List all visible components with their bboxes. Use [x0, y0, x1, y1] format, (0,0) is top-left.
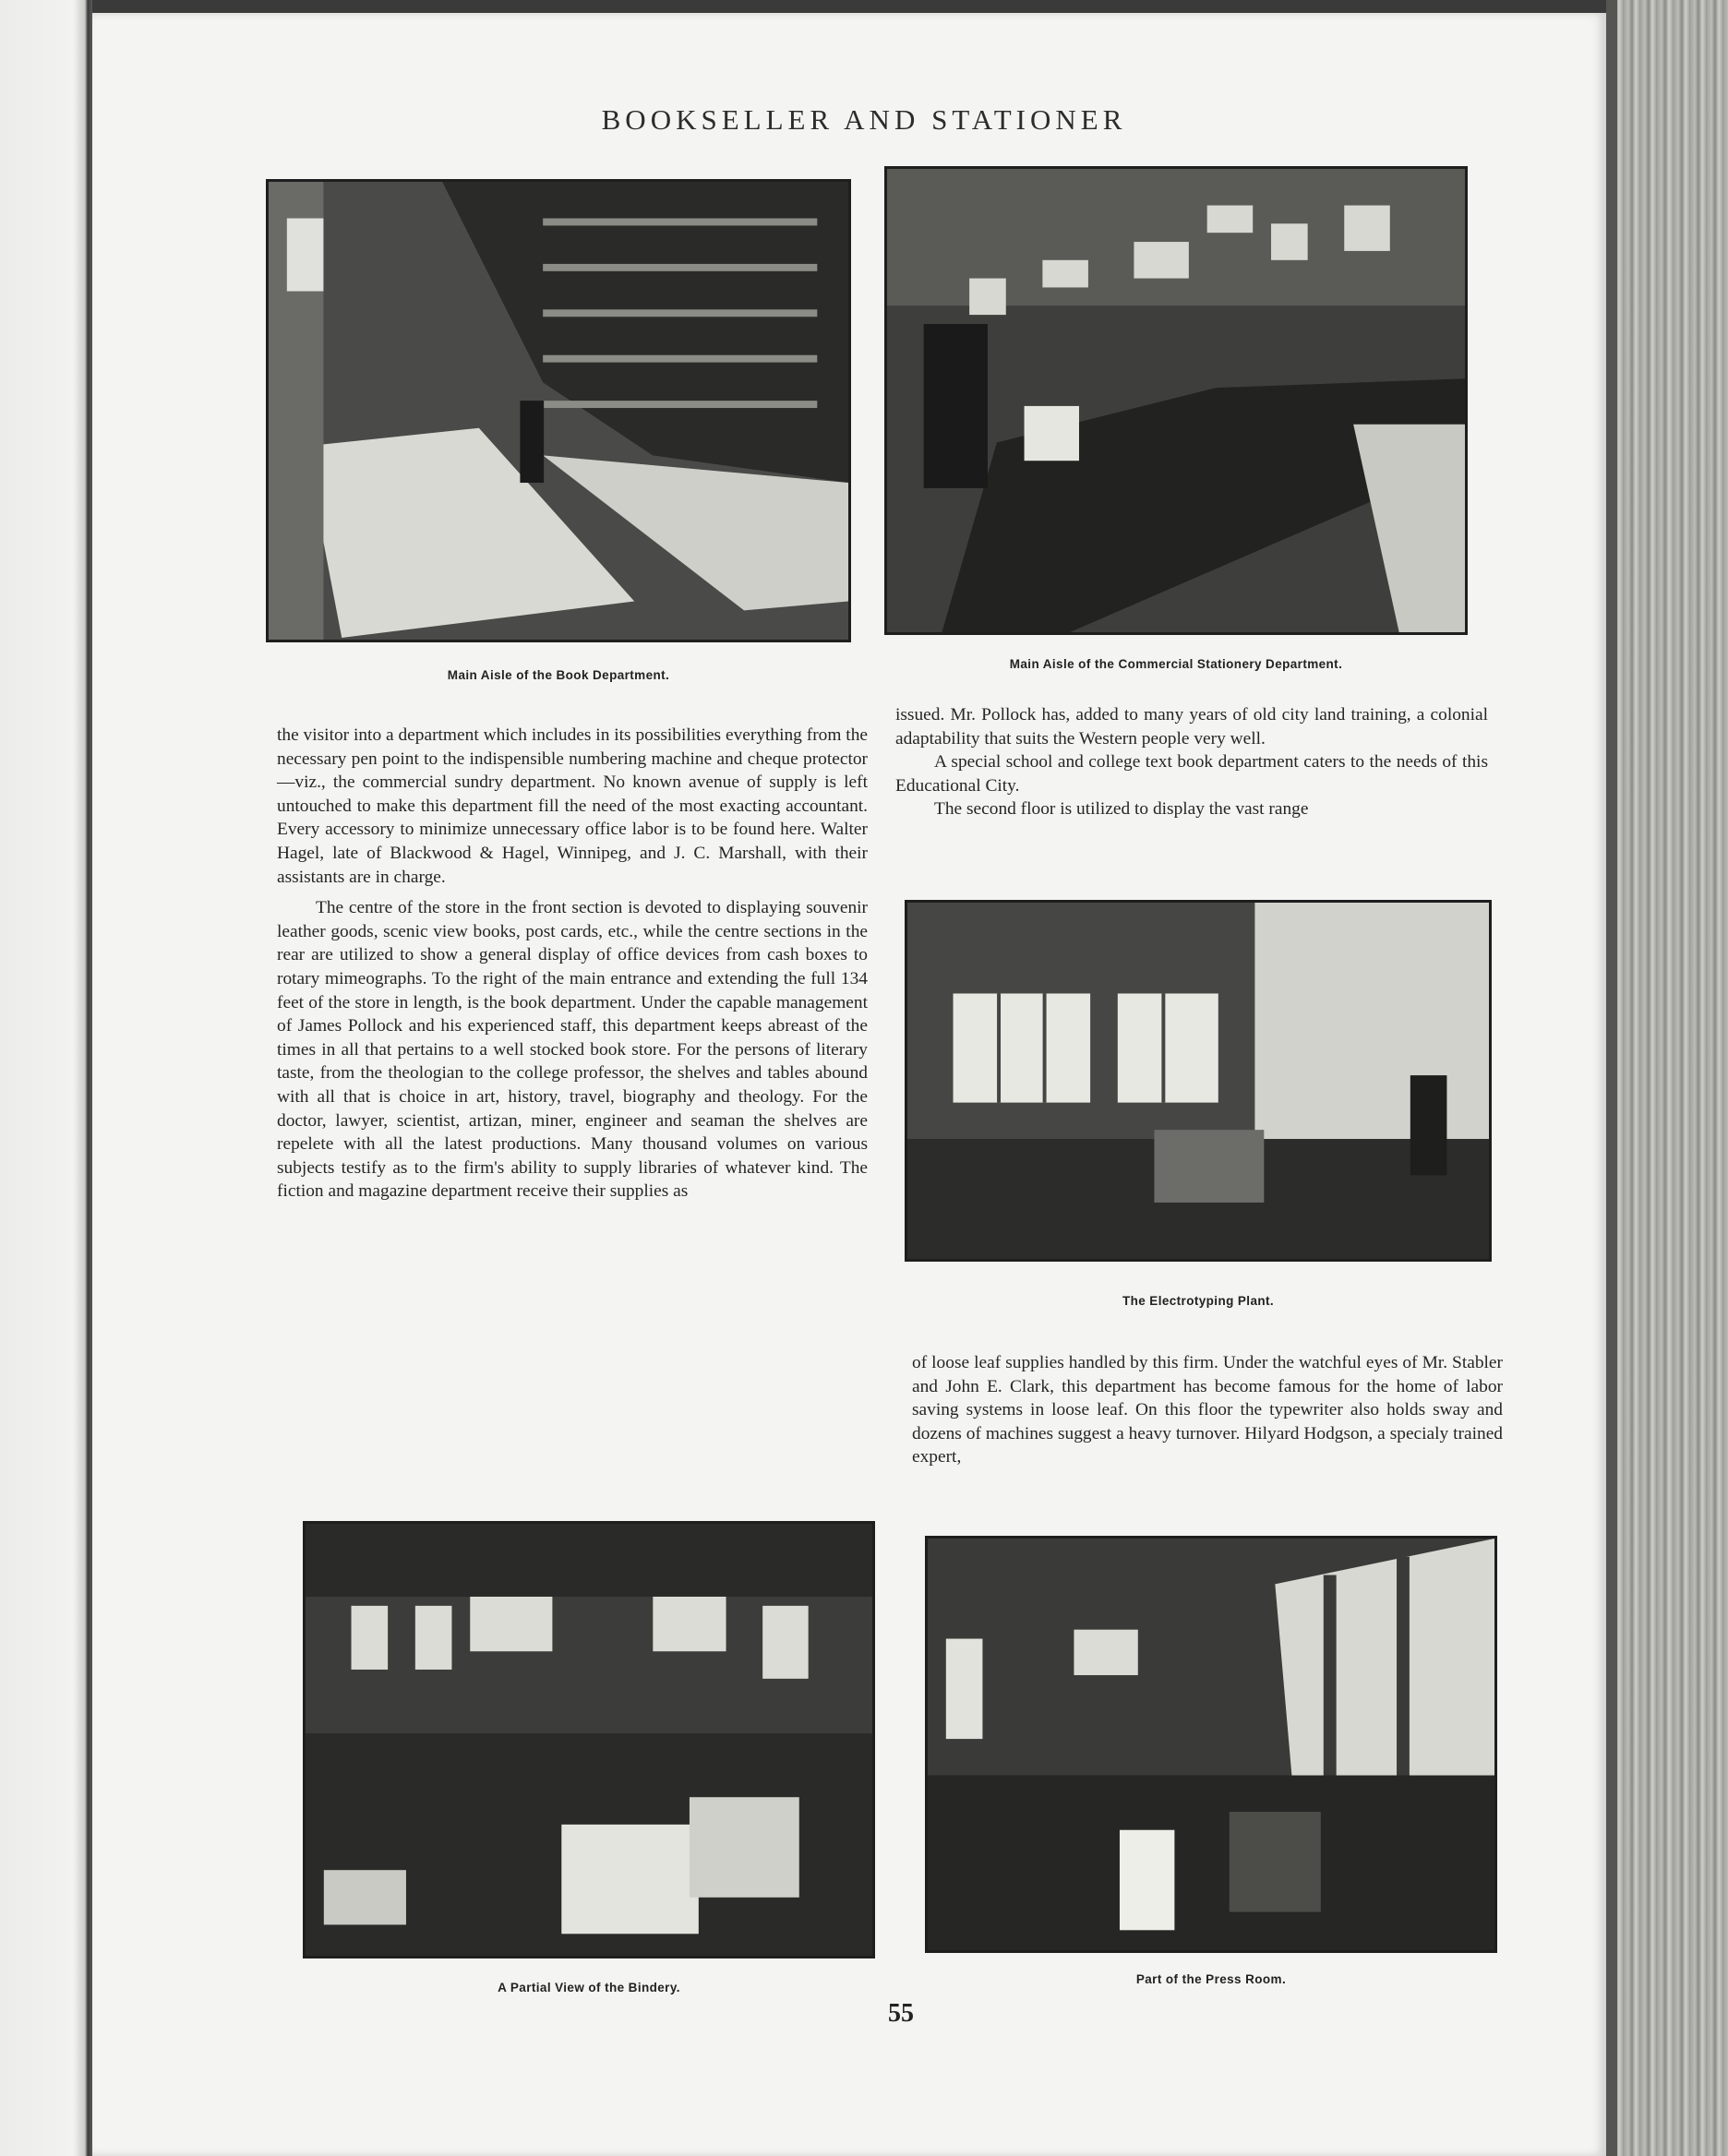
- caption-electrotyping-plant: The Electrotyping Plant.: [1122, 1294, 1275, 1308]
- photo-electrotyping-plant: [905, 900, 1492, 1262]
- page-number: 55: [888, 1999, 914, 2028]
- right-paragraph-4: of loose leaf supplies handled by this firm. Under the watchful eyes of Mr. Stabler and John E. Clark, this department has become famous for the home of labor saving systems in loose leaf. On this floor the typewriter also holds sway and dozens of machines suggest a heavy turnover. Hilyard Hodgson, a specialy trained expert,: [912, 1353, 1503, 1467]
- right-paragraph-1: issued. Mr. Pollock has, added to many years of old city land training, a colonial adaptability that suits the Western people very well.: [895, 705, 1488, 749]
- photo-bindery: [303, 1521, 875, 1958]
- right-paragraph-3: The second floor is utilized to display the vast range: [934, 799, 1309, 820]
- photo-book-department: [266, 179, 851, 642]
- right-column-top: [895, 703, 1488, 821]
- running-head: BOOKSELLER AND STATIONER: [601, 103, 1127, 136]
- caption-book-department: Main Aisle of the Book Department.: [447, 668, 670, 682]
- page-binding-shadow: [1606, 0, 1617, 2156]
- caption-bindery: A Partial View of the Bindery.: [498, 1981, 680, 1994]
- caption-stationery-department: Main Aisle of the Commercial Stationery Department.: [1009, 657, 1343, 671]
- right-column-bottom: [912, 1351, 1503, 1469]
- scan-top-band: [0, 0, 1728, 13]
- photo-press-room: [925, 1536, 1497, 1953]
- caption-press-room: Part of the Press Room.: [1135, 1972, 1287, 1986]
- left-column: [277, 724, 868, 1204]
- facing-page-edge: [0, 0, 92, 2156]
- left-paragraph-1: the visitor into a department which includes in its possibilities everything from the necessary pen point to the indispensible numbering machine and cheque protector—viz., the commercial sundry department. No known avenue of supply is left untouched to make this department fill the need of the most exacting accountant. Every accessory to minimize unnecessary office labor is to be found here. Walter Hagel, late of Blackwood & Hagel, Winnipeg, and J. C. Marshall, with their assistants are in charge.: [277, 725, 868, 887]
- left-paragraph-2: The centre of the store in the front section is devoted to displaying souvenir leather goods, scenic view books, post cards, etc., while the centre sections in the rear are utilized to show a general display of office devices from cash boxes to rotary mimeographs. To the right of the main entrance and extending the full 134 feet of the store in length, is the book department. Under the capable management of James Pollock and his experienced staff, this department keeps abreast of the times in all that pertains to a well stocked book store. For the persons of literary taste, from the theologian to the college professor, the shelves and tables abound with all that is choice in art, history, travel, biography and theology. For the doctor, lawyer, scientist, artizan, miner, engineer and seaman the shelves are repelete with all the latest productions. Many thousand volumes on various subjects testify as to the firm's ability to supply libraries of whatever kind. The fiction and magazine department receive their supplies as: [277, 898, 868, 1202]
- right-paragraph-2: A special school and college text book department caters to the needs of this Educational City.: [895, 752, 1488, 796]
- photo-stationery-department: [884, 166, 1468, 635]
- page-stack-edge: [1606, 0, 1728, 2156]
